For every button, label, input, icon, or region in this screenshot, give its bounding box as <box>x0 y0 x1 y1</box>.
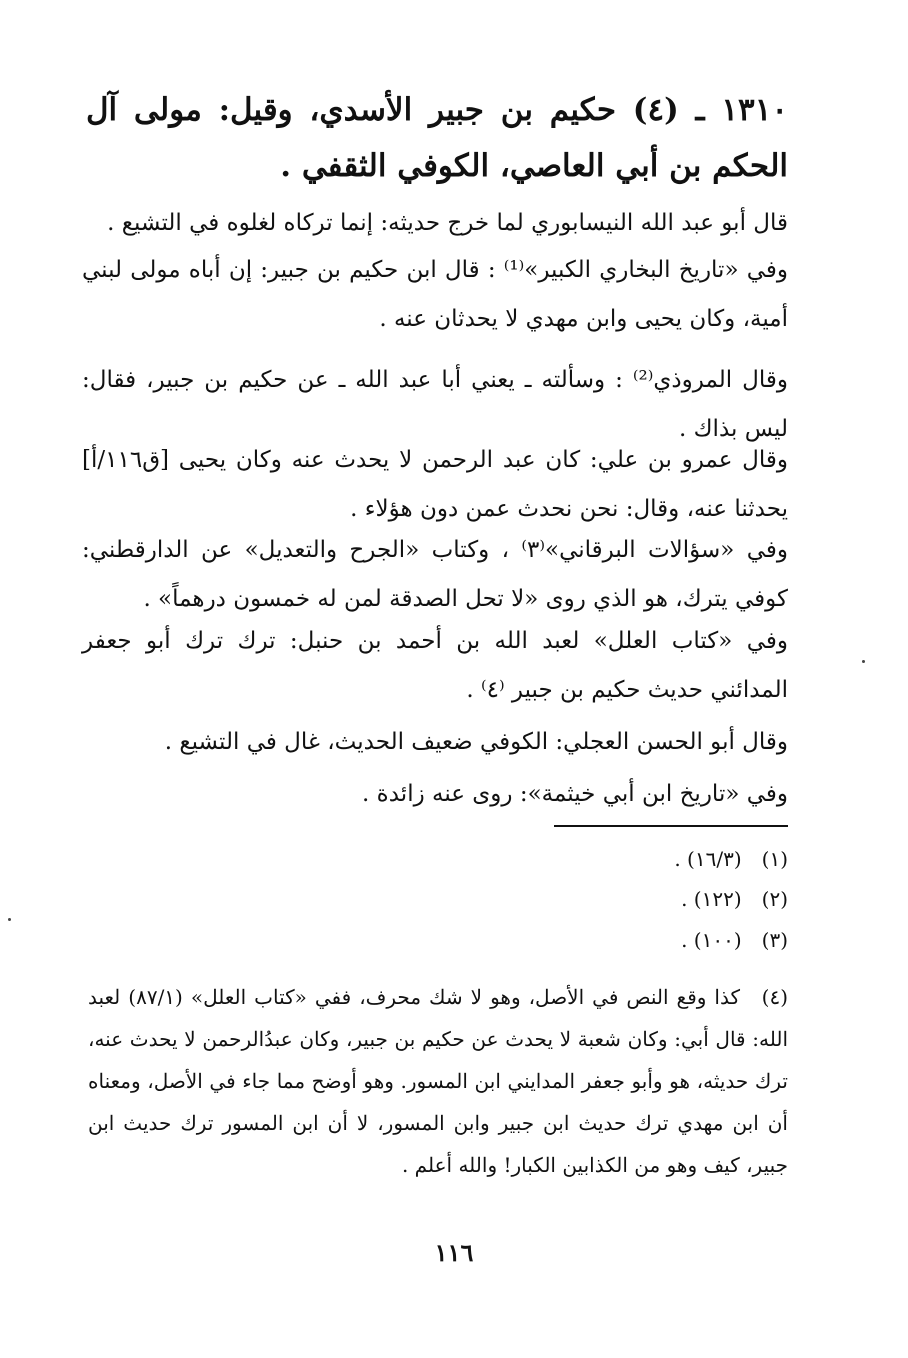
paragraph-2: وفي «تاريخ البخاري الكبير»⁽¹⁾ : قال ابن حكيم بن جبير: إن أباه مولى لبني أمية، وكان يحيى وابن مهدي لا يحدثان عنه . <box>82 257 788 332</box>
paragraph-8: وفي «تاريخ ابن أبي خيثمة»: روى عنه زائدة . <box>362 781 788 807</box>
paragraph-1: قال أبو عبد الله النيسابوري لما خرج حديثه: إنما تركاه لغلوه في التشيع . <box>107 210 788 236</box>
footnote-2 <box>88 878 788 920</box>
footnote-text: كذا وقع النص في الأصل، وهو لا شك محرف، ففي «كتاب العلل» (٨٧/١) لعبد الله: قال أبي: وكان شعبة لا يحدث عن حكيم بن جبير، وكان عبدُالرحمن لا يحدث عنه، ترك حديثه، هو وأبو جعفر المدايني ابن المسور. وهو أوضح مما جاء في الأصل، ومعناه أن ابن مهدي ترك حديث ابن جبير وابن المسور، لا أن ابن المسور ترك حديث ابن جبير، كيف وهو من الكذابين الكبار! والله أعلم . <box>88 985 788 1177</box>
footnote-text: (١٦/٣) . <box>674 847 742 871</box>
entry-heading: ١٣١٠ ـ (٤) حكيم بن جبير الأسدي، وقيل: مولى آل الحكم بن أبي العاصي، الكوفي الثقفي . <box>86 92 788 184</box>
footnote-number: (٤) <box>761 985 788 1009</box>
paragraph-6: وفي «كتاب العلل» لعبد الله بن أحمد بن حنبل: ترك ترك أبو جعفر المدائني حديث حكيم بن جبير ⁽٤⁾ . <box>82 628 788 703</box>
footnote-number: (٣) <box>761 928 788 952</box>
footnote-separator <box>554 825 788 827</box>
scan-speck <box>8 918 11 921</box>
footnote-1 <box>88 838 788 880</box>
paragraph-4: وقال عمرو بن علي: كان عبد الرحمن لا يحدث عنه وكان يحيى [ق١١٦/أ] يحدثنا عنه، وقال: نحن نحدث عمن دون هؤلاء . <box>82 447 788 522</box>
footnote-3 <box>88 919 788 961</box>
paragraph-3: وقال المروذي⁽²⁾ : وسألته ـ يعني أبا عبد الله ـ عن حكيم بن جبير، فقال: ليس بذاك . <box>82 367 788 442</box>
footnote-text: (١٢٢) . <box>681 887 742 911</box>
footnote-4 <box>88 976 788 1186</box>
paragraph-5: وفي «سؤالات البرقاني»⁽٣⁾ ، وكتاب «الجرح والتعديل» عن الدارقطني: كوفي يترك، هو الذي روى «لا تحل الصدقة لمن له خمسون درهماً» . <box>82 537 788 612</box>
footnote-number: (١) <box>761 847 788 871</box>
footnote-number: (٢) <box>761 887 788 911</box>
footnote-text: (١٠٠) . <box>681 928 742 952</box>
scan-speck <box>862 660 865 663</box>
paragraph-7: وقال أبو الحسن العجلي: الكوفي ضعيف الحديث، غال في التشيع . <box>164 729 788 755</box>
page-number: ١١٦ <box>434 1238 474 1267</box>
